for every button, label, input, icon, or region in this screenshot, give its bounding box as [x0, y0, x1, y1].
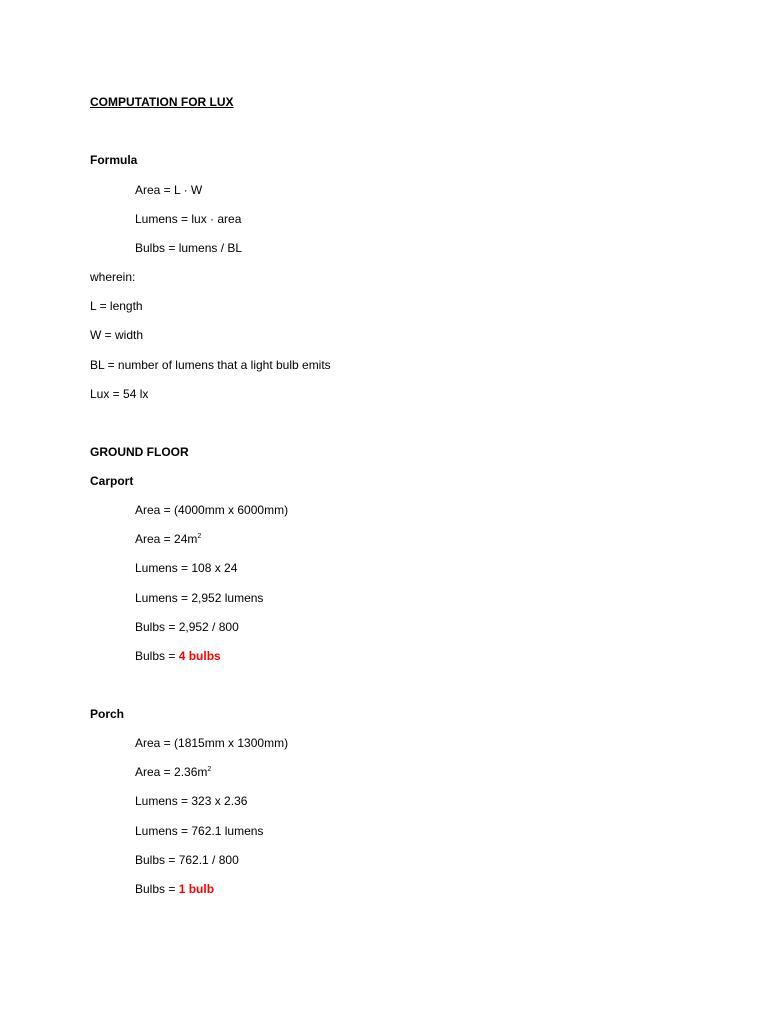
porch-bulbs-label: Bulbs = — [135, 882, 179, 896]
porch-area — [135, 765, 211, 779]
porch-bulbs — [135, 882, 214, 896]
carport-heading: Carport — [90, 474, 134, 488]
carport-area-exponent: 2 — [197, 533, 202, 540]
porch-lumens-calc: Lumens = 323 x 2.36 — [135, 794, 248, 808]
carport-bulbs-calc: Bulbs = 2,952 / 800 — [135, 620, 239, 634]
formula-bulbs: Bulbs = lumens / BL — [135, 241, 243, 255]
definition-width: W = width — [90, 328, 144, 342]
carport-area-dims: Area = (4000mm x 6000mm) — [135, 503, 289, 517]
carport-lumens-calc: Lumens = 108 x 24 — [135, 561, 238, 575]
wherein-label: wherein: — [90, 270, 136, 284]
definition-lux: Lux = 54 lx — [90, 387, 149, 401]
porch-lumens-result: Lumens = 762.1 lumens — [135, 824, 264, 838]
porch-area-value: Area = 2.36m — [135, 765, 208, 779]
carport-area-value: Area = 24m — [135, 532, 198, 546]
definition-length: L = length — [90, 299, 143, 313]
carport-area — [135, 532, 201, 546]
ground-floor-heading: GROUND FLOOR — [90, 445, 189, 459]
carport-lumens-result: Lumens = 2,952 lumens — [135, 591, 264, 605]
carport-bulbs-result: 4 bulbs — [178, 649, 221, 663]
definition-bl: BL = number of lumens that a light bulb emits — [90, 358, 331, 372]
formula-lumens: Lumens = lux · area — [135, 212, 242, 226]
porch-heading: Porch — [90, 707, 125, 721]
porch-area-exponent: 2 — [207, 766, 212, 773]
carport-bulbs — [135, 649, 221, 663]
porch-area-dims: Area = (1815mm x 1300mm) — [135, 736, 289, 750]
page-title: COMPUTATION FOR LUX — [90, 95, 234, 109]
carport-bulbs-label: Bulbs = — [135, 649, 179, 663]
formula-heading: Formula — [90, 153, 138, 167]
porch-bulbs-calc: Bulbs = 762.1 / 800 — [135, 853, 239, 867]
formula-area: Area = L · W — [135, 183, 203, 197]
porch-bulbs-result: 1 bulb — [178, 882, 215, 896]
